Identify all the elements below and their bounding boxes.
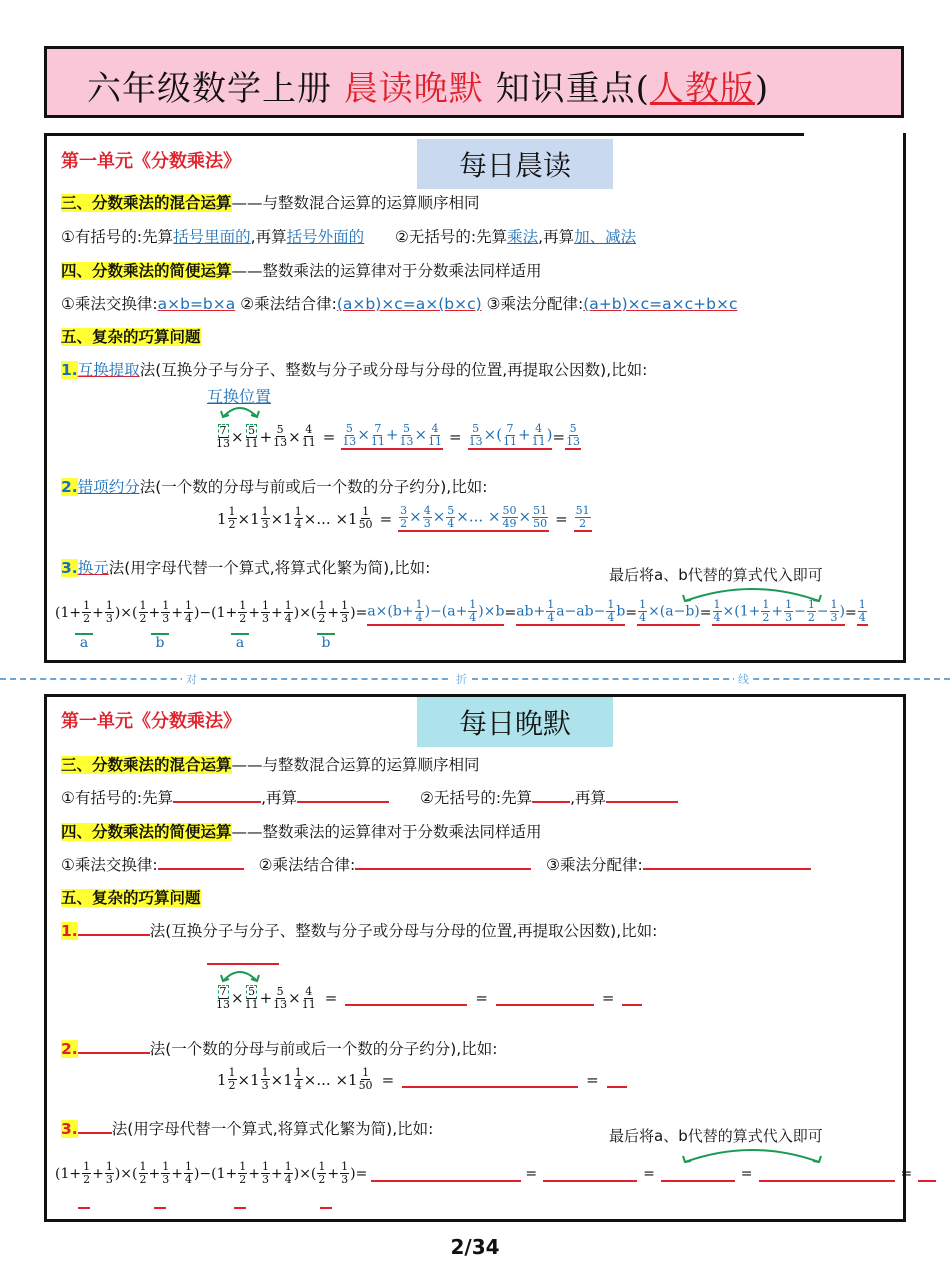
unit-title: 第一单元《分数乘法》 — [61, 151, 241, 172]
blank-field[interactable] — [918, 1166, 936, 1182]
tag-b: b — [317, 633, 335, 651]
num: 1. — [61, 922, 78, 940]
num: 2. — [61, 1040, 78, 1058]
text: ——与整数混合运算的运算顺序相同 — [231, 756, 480, 774]
blank-field[interactable] — [532, 787, 570, 803]
title-part1: 六年级数学上册 — [87, 69, 344, 109]
text: 法(用字母代替一个算式,将算式化繁为简),比如: — [108, 559, 431, 577]
blank-field[interactable] — [402, 1072, 578, 1088]
method2-formula: 1 1 2 ×1 1 3 ×1 1 4 ×... ×1 $\frac{1}{50}$ = = — [217, 1067, 627, 1092]
method3-formula: (1+ 1 2 + 1 3 )×( 1 2 + 1 3 + 1 4 )−(1+ 1 2 + 1 3 + 1 4 )×( 1 2 + 1 3 )= a×(b+ $\frac{1}{4}$ )−(a+ $\frac{1}{4}$ )×b = ab+ $\frac{1}{4}$ a−ab− $\frac{1}{4}$ b = $\frac{1}{4}$ ×(a−b) = $\frac{1}{4}$ ×(1+ $\frac{1}{2}$ + $\frac{1}{3}$ − $\frac{1}{2}$ − $\frac{1}{3}$ ) = $\frac{1}{4}$ — [55, 598, 866, 625]
blank-field[interactable] — [158, 854, 244, 870]
text: ①有括号的:先算 — [61, 228, 174, 246]
blank-tag[interactable] — [320, 1207, 332, 1209]
method3-line — [61, 556, 430, 578]
section4-head: 四、分数乘法的简便运算 — [61, 262, 232, 280]
blank-field[interactable] — [661, 1166, 735, 1182]
blank-field[interactable] — [759, 1166, 895, 1182]
text: ②无括号的:先算 — [395, 228, 508, 246]
text: ③乘法分配律: — [546, 856, 643, 874]
method1-formula: 7 13 × 5 11 + 5 13 × $\frac{4}{11}$ = $\frac{5}{13}$ × $\frac{7}{11}$ + $\frac{5}{13}$ × $\frac{4}{11}$ = $\frac{5}{13}$ ×( $\frac{7}{11}$ + $\frac{4}{11}$ ) = $\frac{5}{13}$ — [216, 422, 581, 450]
answer-mult: 乘法 — [507, 228, 539, 246]
unit-title: 第一单元《分数乘法》 — [61, 711, 241, 732]
blank-field[interactable] — [78, 1118, 112, 1134]
text: 法(一个数的分母与前或后一个数的分子约分),比如: — [149, 1040, 498, 1058]
text: ①乘法交换律: — [61, 295, 158, 313]
blank-field[interactable] — [643, 854, 811, 870]
num: 2. — [61, 478, 78, 496]
section3-head: 三、分数乘法的混合运算 — [61, 756, 232, 774]
text: ,再算 — [538, 228, 575, 246]
blank-field[interactable] — [496, 990, 594, 1006]
method1-formula: 7 13 × 5 11 + 5 13 × $\frac{4}{11}$ = = = — [215, 985, 642, 1011]
section4-line — [61, 820, 542, 842]
blank-tag[interactable] — [78, 1207, 90, 1209]
blank-field[interactable] — [371, 1166, 521, 1182]
tag-a: a — [231, 633, 249, 651]
fold-label: 线 — [734, 671, 753, 687]
text: ,再算 — [250, 228, 287, 246]
blank-field[interactable] — [173, 787, 261, 803]
blank-field[interactable] — [543, 1166, 637, 1182]
method1-line — [61, 919, 657, 941]
method3-line — [61, 1117, 433, 1139]
title-part4: 人教版 — [649, 69, 755, 109]
blank-tag[interactable] — [234, 1207, 246, 1209]
law-distributive: (a+b)×c=a×c+b×c — [583, 295, 738, 313]
method3-note: 最后将a、b代替的算式代入即可 — [609, 1127, 823, 1145]
evening-panel — [44, 694, 913, 1222]
swap-arrow-icon — [215, 401, 265, 421]
blank-tag[interactable] — [154, 1207, 166, 1209]
section5-head: 五、复杂的巧算问题 — [61, 328, 201, 346]
section3-head: 三、分数乘法的混合运算 — [61, 194, 232, 212]
num: 3. — [61, 559, 78, 577]
method2-formula: 1 1 2 ×1 1 3 ×1 1 4 ×... ×1 $\frac{1}{50}$ = $\frac{3}{2}$ × $\frac{4}{3}$ × $\frac{5}{4}$ ×... × $\frac{50}{49}$ × $\frac{51}{50}$ = $\frac{51}{2}$ — [217, 504, 590, 531]
order-line — [61, 786, 678, 808]
text: ,再算 — [261, 789, 298, 807]
section5-line — [61, 886, 201, 908]
morning-badge: 每日晨读 — [417, 139, 613, 189]
text: 法(互换分子与分子、整数与分子或分母与分母的位置,再提取公因数),比如: — [149, 922, 658, 940]
text: ①乘法交换律: — [61, 856, 158, 874]
section5-head: 五、复杂的巧算问题 — [61, 889, 201, 907]
laws-line — [61, 292, 738, 314]
num: 3. — [61, 1120, 78, 1138]
method2-name: 错项约分 — [77, 478, 140, 496]
answer-addsub: 加、减法 — [574, 228, 637, 246]
page-number: 2/34 — [450, 1235, 500, 1259]
method1-name: 互换提取 — [77, 361, 140, 379]
swap-label: 互换位置 — [207, 387, 272, 406]
law-commutative: a×b=b×a — [157, 295, 236, 313]
text: 法(用字母代替一个算式,将算式化繁为简),比如: — [111, 1120, 434, 1138]
section4-line — [61, 259, 542, 281]
page-title — [87, 61, 769, 110]
text: ,再算 — [570, 789, 607, 807]
swap-arrow-icon — [215, 965, 265, 985]
section3-rest: ——与整数混合运算的运算顺序相同 — [231, 194, 480, 212]
blank-field[interactable] — [345, 990, 467, 1006]
fold-label: 折 — [452, 671, 471, 687]
blank-field[interactable] — [606, 787, 678, 803]
section3-line — [61, 191, 480, 213]
order-line — [61, 225, 636, 247]
method3-note: 最后将a、b代替的算式代入即可 — [609, 566, 823, 584]
tag-b: b — [151, 633, 169, 651]
text: ②乘法结合律: — [240, 295, 337, 313]
title-part3: 知识重点( — [483, 69, 650, 109]
evening-badge: 每日晚默 — [417, 697, 613, 747]
blank-field[interactable] — [607, 1072, 627, 1088]
fold-line — [0, 678, 950, 680]
text: ③乘法分配律: — [486, 295, 584, 313]
title-part2: 晨读晚默 — [343, 69, 484, 109]
blank-field[interactable] — [297, 787, 389, 803]
blank-field[interactable] — [78, 920, 150, 936]
blank-field[interactable] — [78, 1038, 150, 1054]
text: ②无括号的:先算 — [420, 789, 533, 807]
method1-line — [61, 358, 647, 380]
text: ①有括号的:先算 — [61, 789, 174, 807]
section5-line — [61, 325, 201, 347]
law-associative: (a×b)×c=a×(b×c) — [336, 295, 482, 313]
section4-head: 四、分数乘法的简便运算 — [61, 823, 232, 841]
text: 法(互换分子与分子、整数与分子或分母与分母的位置,再提取公因数),比如: — [139, 361, 648, 379]
num: 1. — [61, 361, 78, 379]
method3-formula: (1+ 1 2 + 1 3 )×( 1 2 + 1 3 + 1 4 )−(1+ 1 2 + 1 3 + 1 4 )×( 1 2 + 1 3 )= = = = = — [55, 1161, 936, 1186]
tag-a: a — [75, 633, 93, 651]
answer-inside: 括号里面的 — [173, 228, 251, 246]
text: 法(一个数的分母与前或后一个数的分子约分),比如: — [139, 478, 488, 496]
fold-label: 对 — [182, 671, 201, 687]
text: ——整数乘法的运算律对于分数乘法同样适用 — [231, 823, 542, 841]
section4-rest: ——整数乘法的运算律对于分数乘法同样适用 — [231, 262, 542, 280]
method2-line — [61, 475, 487, 497]
laws-line — [61, 853, 811, 875]
section3-line — [61, 753, 480, 775]
method3-name: 换元 — [77, 559, 109, 577]
panel-top-line — [44, 133, 804, 136]
blank-field[interactable] — [355, 854, 531, 870]
title-part5: ) — [754, 69, 770, 109]
morning-panel — [44, 133, 906, 663]
method2-line — [61, 1037, 497, 1059]
title-banner — [44, 46, 904, 118]
blank-field[interactable] — [622, 990, 642, 1006]
answer-outside: 括号外面的 — [286, 228, 365, 246]
text: ②乘法结合律: — [258, 856, 356, 874]
